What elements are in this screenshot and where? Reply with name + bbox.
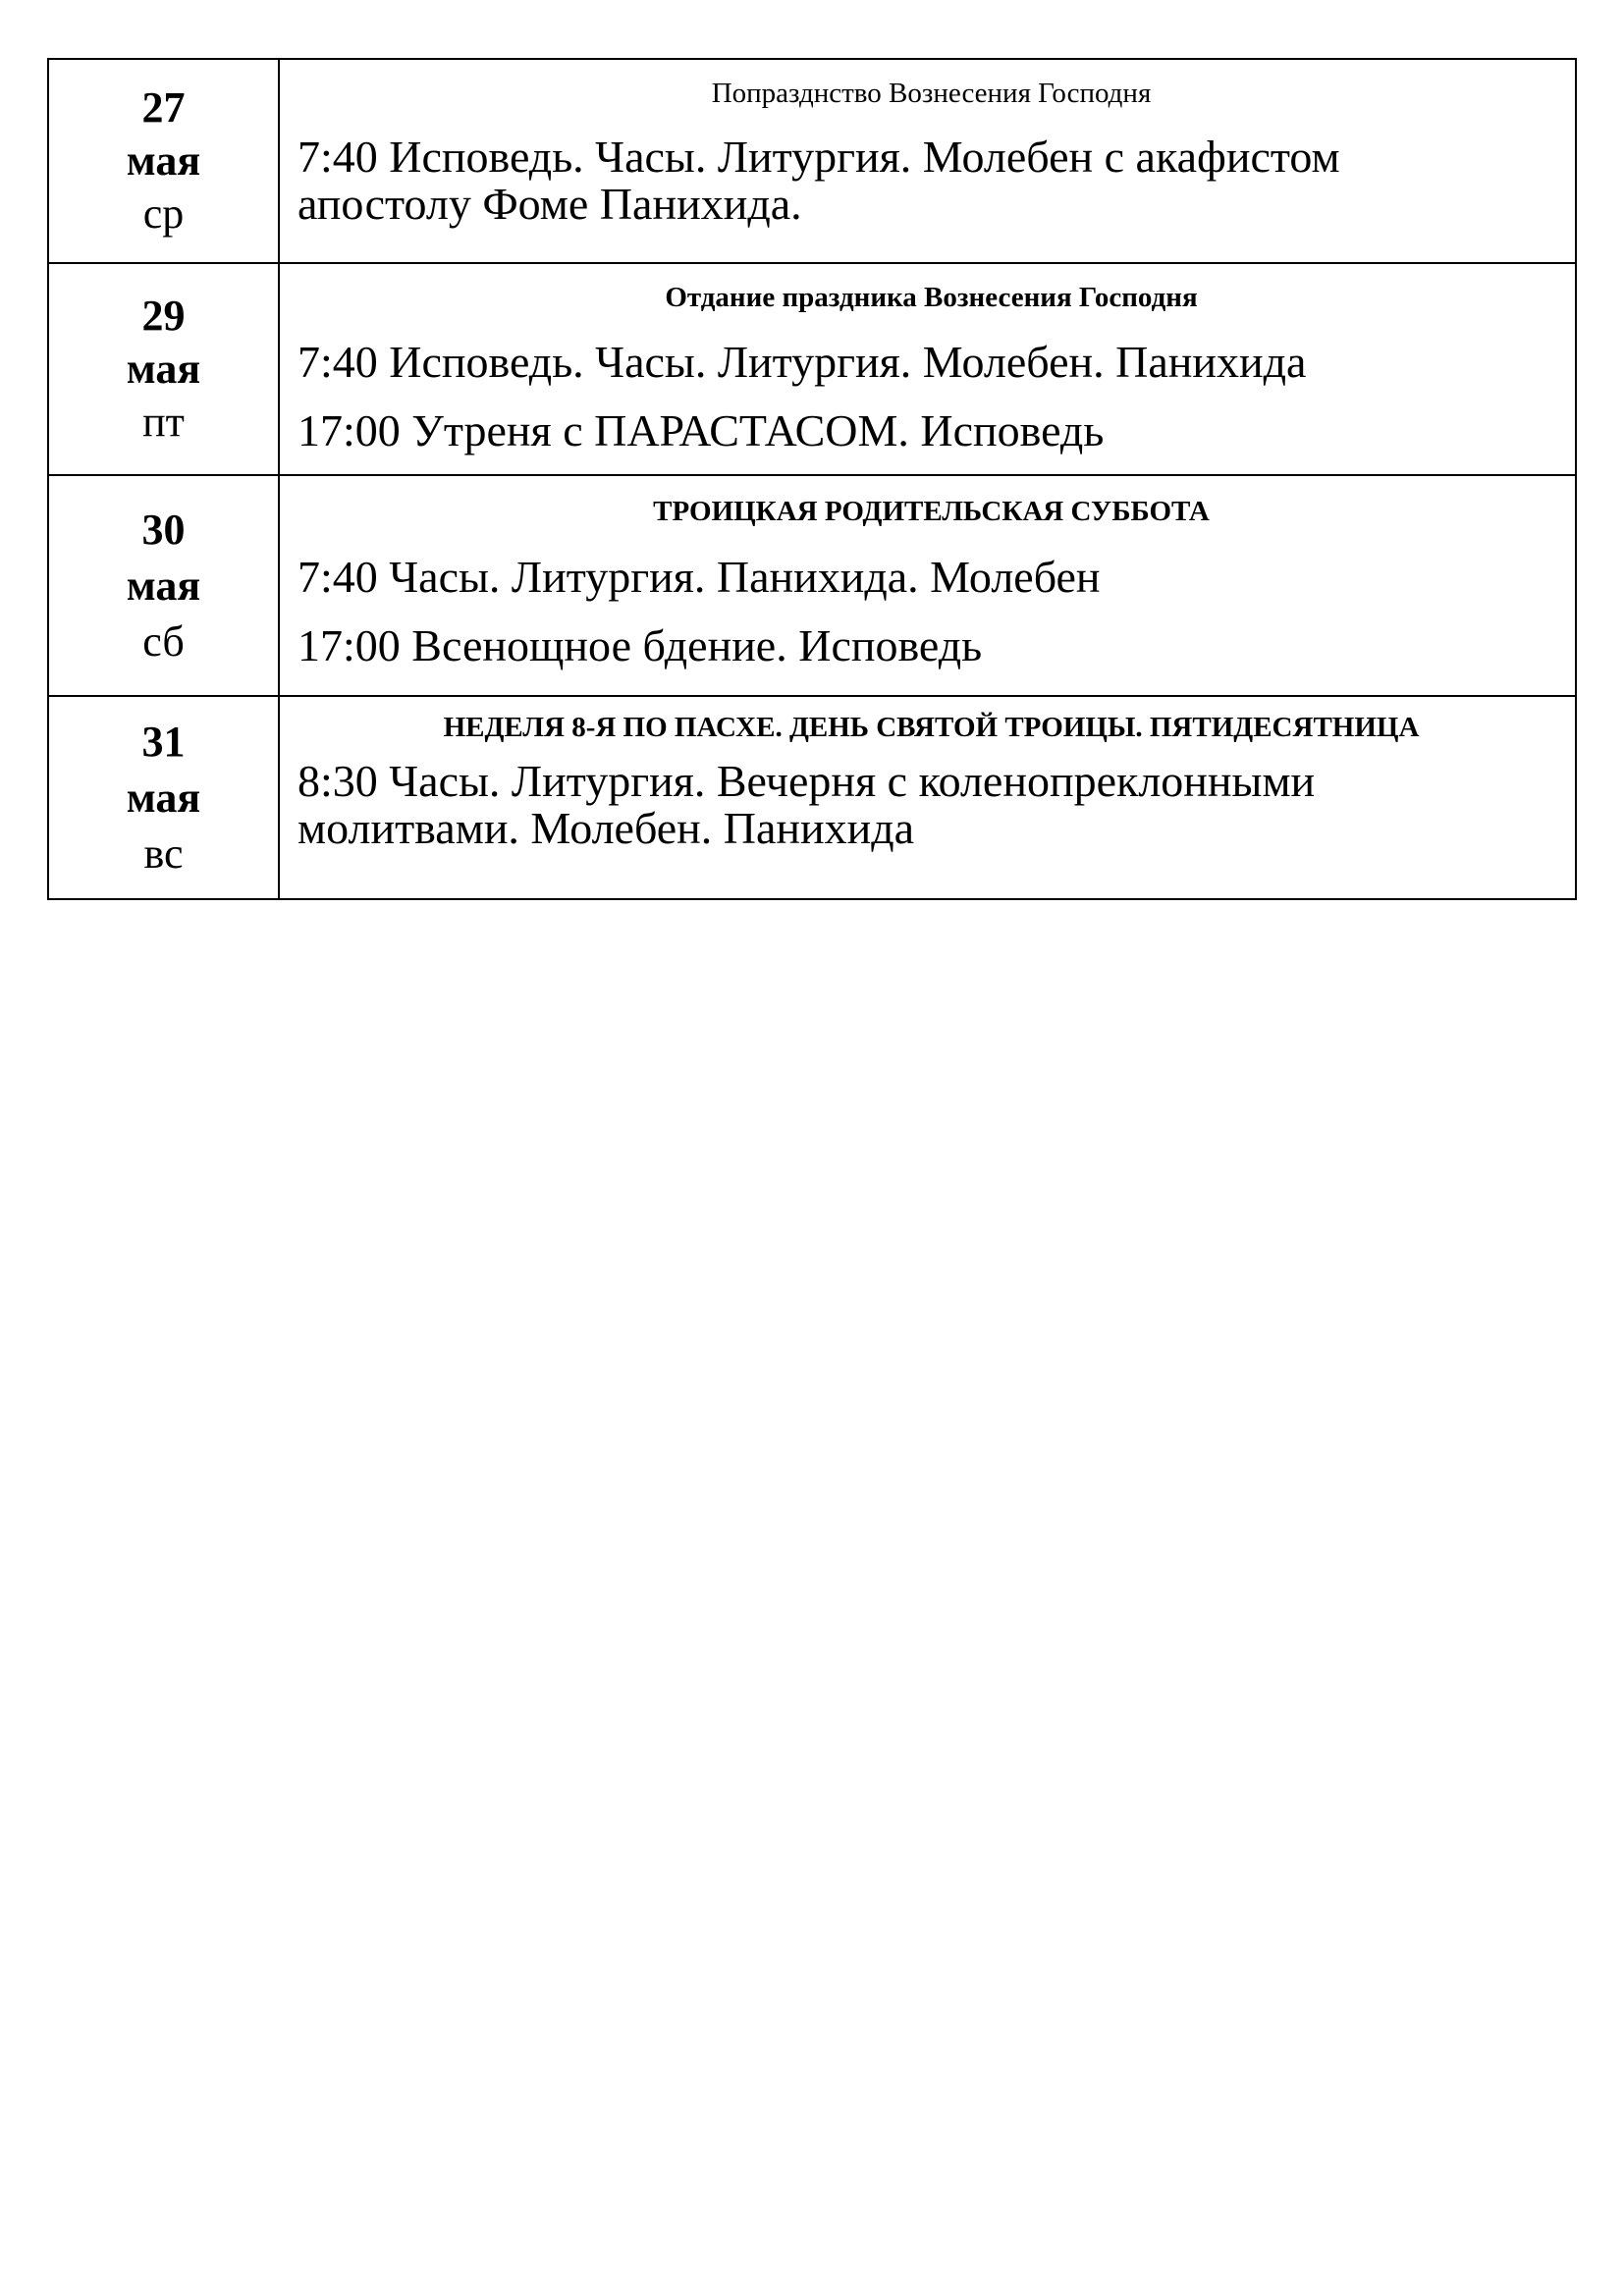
service-entry (298, 407, 1565, 454)
service-text: 8:30 Часы. Литургия. Вечерня с коленопреклонными (298, 756, 1316, 806)
service-entry (298, 622, 1565, 669)
date-weekday: ср (142, 189, 185, 238)
feast-heading: Попразднство Вознесения Господня (711, 78, 1152, 109)
date-month: мая (126, 136, 201, 185)
service-text: 7:40 Исповедь. Часы. Литургия. Молебен. Панихида (298, 337, 1307, 387)
service-text-continued: апостолу Фоме Панихида. (298, 179, 802, 229)
date-cell (49, 60, 280, 262)
schedule-row (49, 60, 1575, 264)
schedule-row (49, 697, 1575, 898)
date-day: 27 (141, 83, 186, 132)
service-text: 7:40 Исповедь. Часы. Литургия. Молебен с акафистом (298, 132, 1340, 182)
date-day: 31 (141, 718, 186, 766)
feast-heading: Отдание праздника Вознесения Господня (665, 282, 1198, 313)
service-entry (298, 339, 1565, 386)
service-entry (298, 133, 1565, 228)
schedule-table (47, 58, 1577, 900)
date-month: мая (126, 345, 201, 393)
feast-heading: НЕДЕЛЯ 8-Я ПО ПАСХЕ. ДЕНЬ СВЯТОЙ ТРОИЦЫ. ПЯТИДЕСЯТНИЦА (443, 712, 1420, 743)
date-month: мая (126, 561, 201, 610)
date-cell (49, 476, 280, 695)
service-entry (298, 758, 1565, 852)
service-text: 17:00 Всенощное бдение. Исповедь (298, 620, 983, 670)
services-cell (280, 476, 1575, 695)
schedule-row (49, 476, 1575, 697)
date-weekday: сб (142, 617, 185, 666)
service-text: 7:40 Часы. Литургия. Панихида. Молебен (298, 552, 1101, 602)
service-entry (298, 554, 1565, 601)
date-weekday: пт (142, 398, 185, 446)
services-cell (280, 264, 1575, 474)
feast-heading: ТРОИЦКАЯ РОДИТЕЛЬСКАЯ СУББОТА (653, 496, 1210, 527)
schedule-row (49, 264, 1575, 476)
services-cell (280, 60, 1575, 262)
date-weekday: вс (143, 829, 184, 878)
date-cell (49, 264, 280, 474)
service-text: 17:00 Утреня с ПАРАСТАСОМ. Исповедь (298, 405, 1105, 455)
date-day: 30 (141, 506, 186, 554)
date-month: мая (126, 774, 201, 822)
service-text-continued: молитвами. Молебен. Панихида (298, 803, 915, 853)
date-cell (49, 697, 280, 898)
services-cell (280, 697, 1575, 898)
date-day: 29 (141, 292, 186, 340)
